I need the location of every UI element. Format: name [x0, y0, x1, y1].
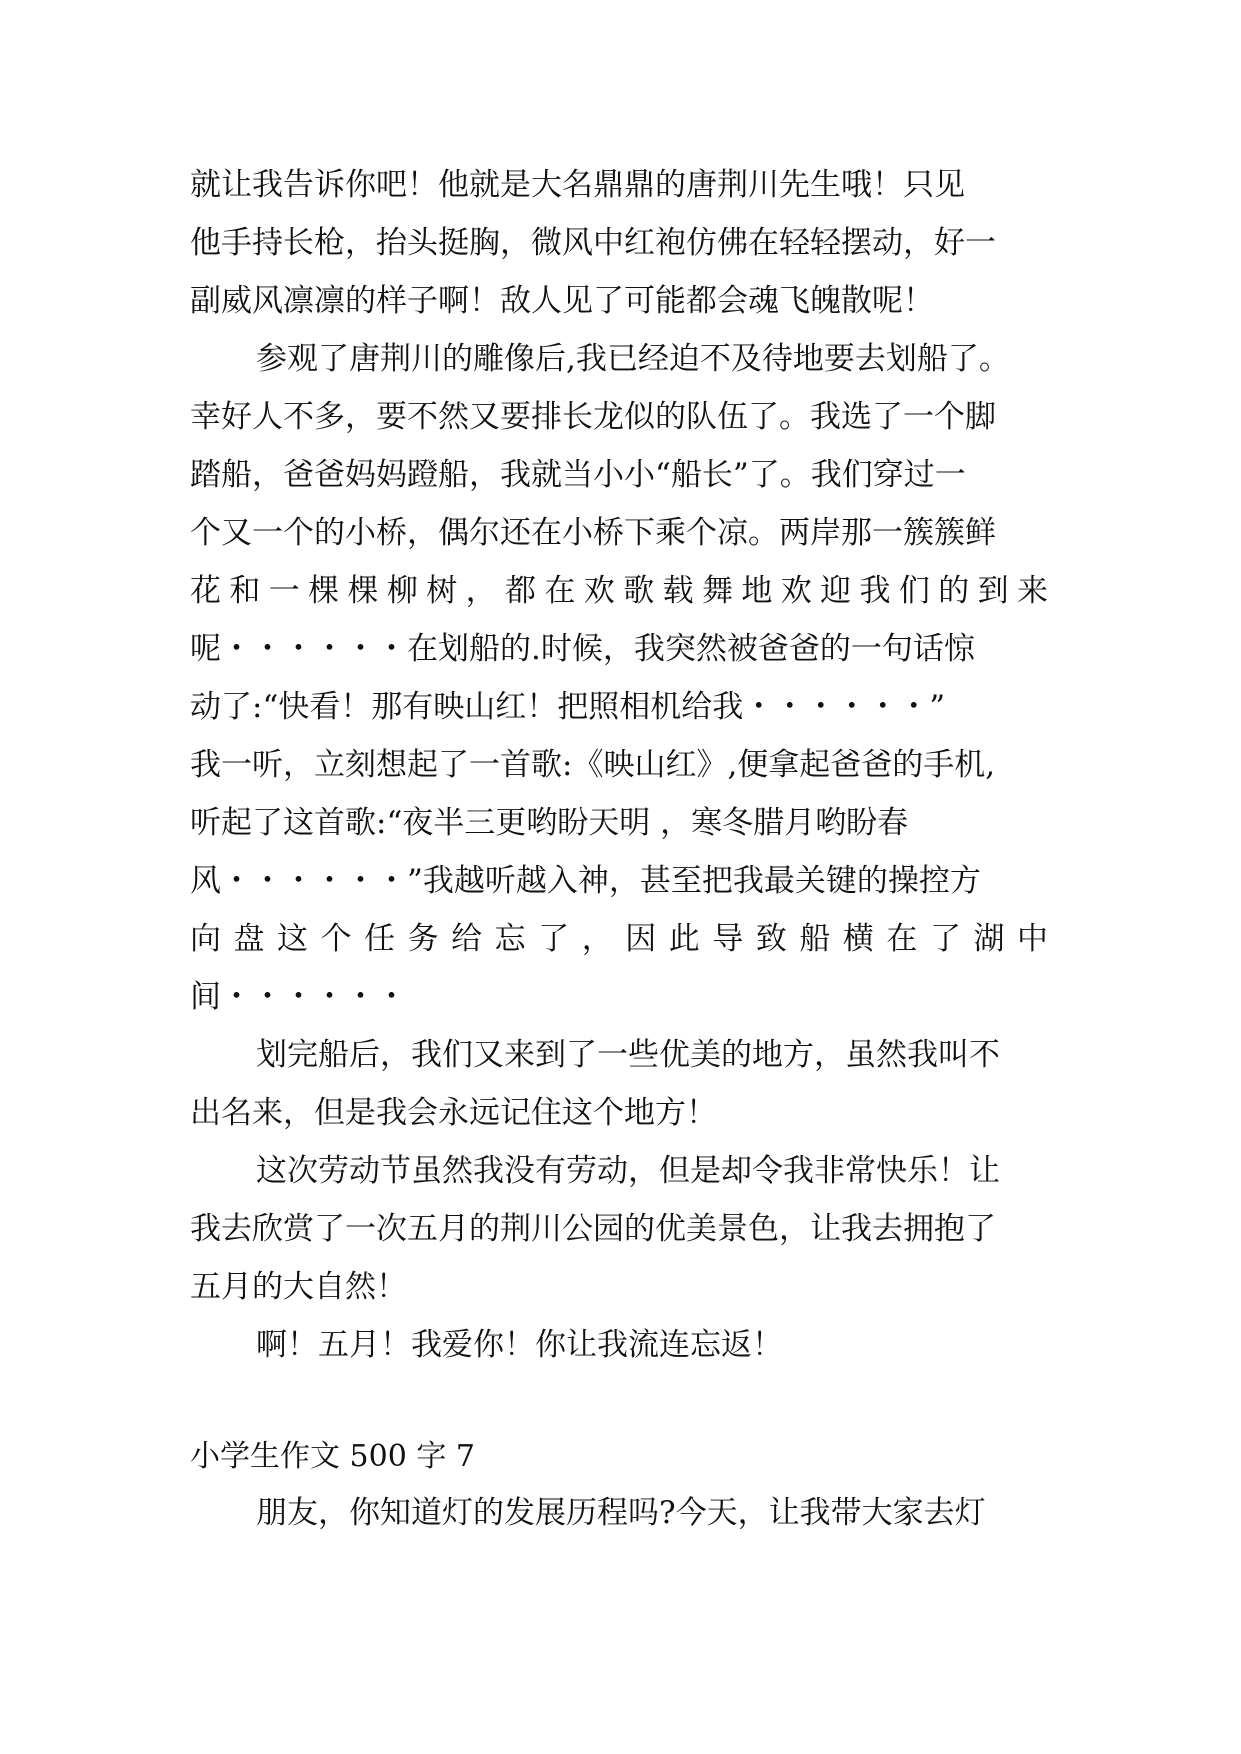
- essay-line: 我一听，立刻想起了一首歌:《映山红》,便拿起爸爸的手机,: [190, 747, 996, 783]
- essay-line: 呢・・・・・・在划船的.时候，我突然被爸爸的一句话惊: [190, 631, 975, 667]
- essay-line: 五月的大自然！: [190, 1269, 407, 1305]
- essay-line: 出名来，但是我会永远记住这个地方！: [190, 1095, 717, 1131]
- essay-line: 幸好人不多，要不然又要排长龙似的队伍了。我选了一个脚: [190, 399, 996, 435]
- essay-line: 他手持长枪，抬头挺胸，微风中红袍仿佛在轻轻摆动，好一: [190, 225, 996, 261]
- essay-body: [190, 156, 1048, 1374]
- essay-line: 这次劳动节虽然我没有劳动，但是却令我非常快乐！让: [256, 1153, 1000, 1189]
- essay-line: 啊！五月！我爱你！你让我流连忘返！: [256, 1327, 783, 1363]
- essay-line: 个又一个的小桥，偶尔还在小桥下乘个凉。两岸那一簇簇鲜: [190, 515, 996, 551]
- essay-line: 参观了唐荆川的雕像后,我已经迫不及待地要去划船了。: [256, 341, 1010, 377]
- essay-line: 花和一棵棵柳树，都在欢歌载舞地欢迎我们的到来: [190, 573, 1048, 609]
- essay-line: 风・・・・・・”我越听越入神，甚至把我最关键的操控方: [190, 863, 981, 899]
- essay-line: 划完船后，我们又来到了一些优美的地方，虽然我叫不: [256, 1037, 1000, 1073]
- essay-line: 间・・・・・・: [190, 979, 407, 1015]
- essay-line: 踏船，爸爸妈妈蹬船，我就当小小“船长”了。我们穿过一: [190, 457, 966, 493]
- essay-line: 副威风凛凛的样子啊！敌人见了可能都会魂飞魄散呢！: [190, 283, 934, 319]
- essay-line: 就让我告诉你吧！他就是大名鼎鼎的唐荆川先生哦！只见: [190, 167, 965, 203]
- essay-line: 我去欣赏了一次五月的荆川公园的优美景色，让我去拥抱了: [190, 1211, 996, 1247]
- essay-line: 听起了这首歌:“夜半三更哟盼天明 ，寒冬腊月哟盼春: [190, 805, 909, 841]
- section-body: [190, 1484, 1048, 1542]
- essay-line: 动了:“快看！那有映山红！把照相机给我・・・・・・”: [190, 689, 946, 725]
- section-first-line: 朋友，你知道灯的发展历程吗?今天，让我带大家去灯: [256, 1495, 986, 1531]
- essay-line: 向盘这个任务给忘了，因此导致船横在了湖中: [190, 921, 1048, 957]
- section-heading: 小学生作文 500 字 7: [190, 1439, 475, 1474]
